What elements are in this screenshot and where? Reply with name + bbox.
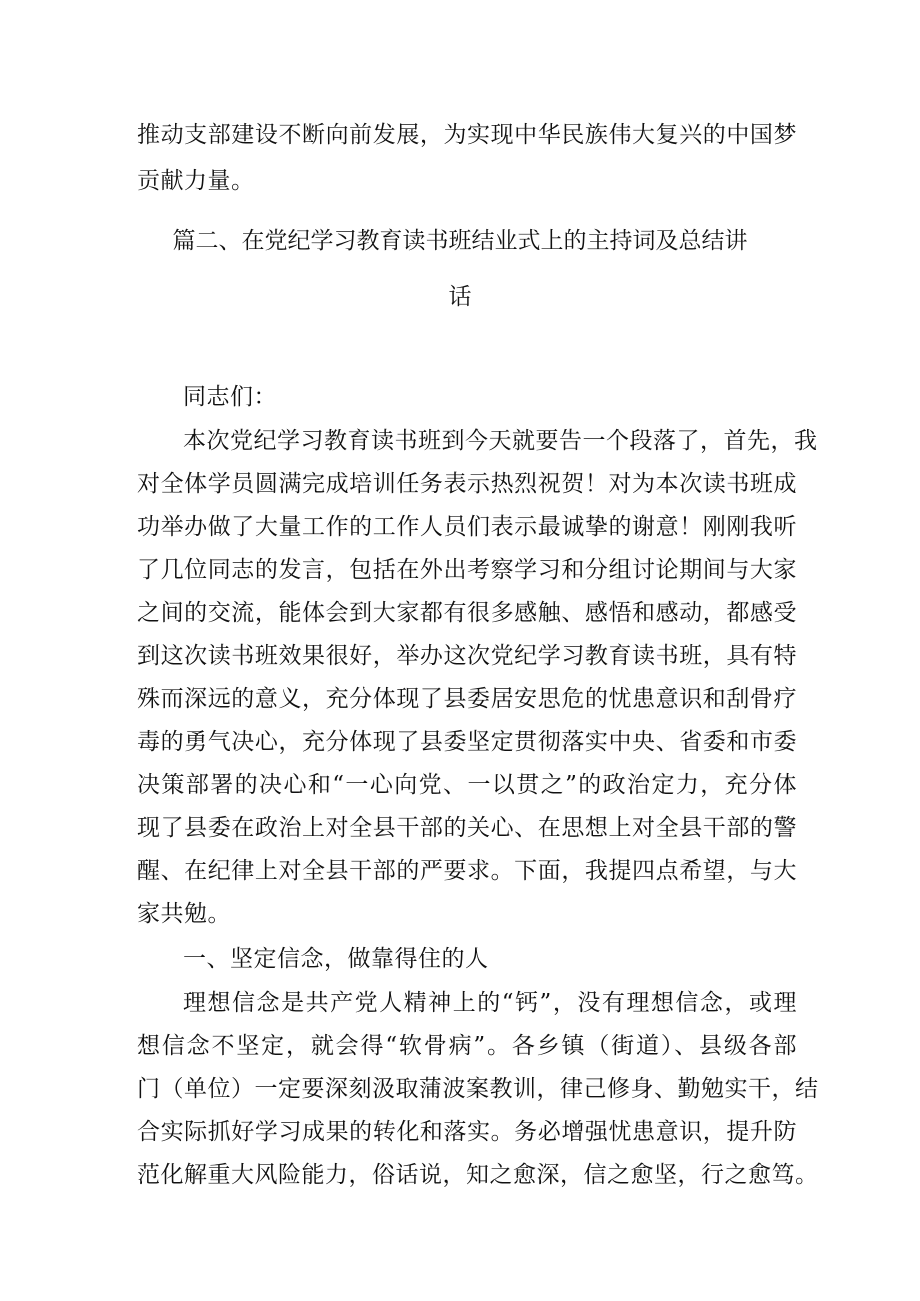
main-paragraph-line: 毒的勇气决心，充分体现了县委坚定贯彻落实中央、省委和市委 — [137, 729, 797, 755]
section-title-line-1: 篇二、在党纪学习教育读书班结业式上的主持词及总结讲 — [172, 228, 748, 254]
belief-paragraph-line: 理想信念是共产党人精神上的“钙”，没有理想信念，或理 — [183, 990, 797, 1016]
main-paragraph-line: 殊而深远的意义，充分体现了县委居安思危的忧患意识和刮骨疗 — [137, 686, 797, 712]
main-paragraph-line: 对全体学员圆满完成培训任务表示热烈祝贺！对为本次读书班成 — [137, 471, 797, 497]
main-paragraph-line: 功举办做了大量工作的工作人员们表示最诚挚的谢意！刚刚我听 — [137, 514, 797, 540]
belief-paragraph-line: 想信念不坚定，就会得“软骨病”。各乡镇（街道）、县级各部 — [137, 1033, 797, 1059]
belief-paragraph-line: 范化解重大风险能力，俗话说，知之愈深，信之愈坚，行之愈笃。 — [137, 1162, 819, 1188]
main-paragraph-line: 到这次读书班效果很好，举办这次党纪学习教育读书班，具有特 — [137, 643, 797, 669]
main-paragraph-line: 家共勉。 — [137, 901, 231, 927]
salutation: 同志们： — [183, 384, 277, 410]
intro-paragraph-line: 推动支部建设不断向前发展，为实现中华民族伟大复兴的中国梦 — [137, 122, 797, 148]
main-paragraph-line: 决策部署的决心和“一心向党、一以贯之”的政治定力，充分体 — [137, 772, 797, 798]
belief-paragraph-line: 合实际抓好学习成果的转化和落实。务必增强忧患意识，提升防 — [137, 1119, 797, 1145]
section-title-line-2: 话 — [448, 284, 472, 310]
main-paragraph-line: 醒、在纪律上对全县干部的严要求。下面，我提四点希望，与大 — [137, 858, 797, 884]
main-paragraph-line: 现了县委在政治上对全县干部的关心、在思想上对全县干部的警 — [137, 815, 797, 841]
main-paragraph-line: 了几位同志的发言，包括在外出考察学习和分组讨论期间与大家 — [137, 557, 797, 583]
subheading: 一、坚定信念，做靠得住的人 — [183, 946, 489, 972]
intro-paragraph-line: 贡献力量。 — [137, 168, 255, 194]
main-paragraph-line: 之间的交流，能体会到大家都有很多感触、感悟和感动，都感受 — [137, 600, 797, 626]
belief-paragraph-line: 门（单位）一定要深刻汲取蒲波案教训，律己修身、勤勉实干，结 — [137, 1076, 819, 1102]
main-paragraph-line: 本次党纪学习教育读书班到今天就要告一个段落了，首先，我 — [183, 428, 818, 454]
